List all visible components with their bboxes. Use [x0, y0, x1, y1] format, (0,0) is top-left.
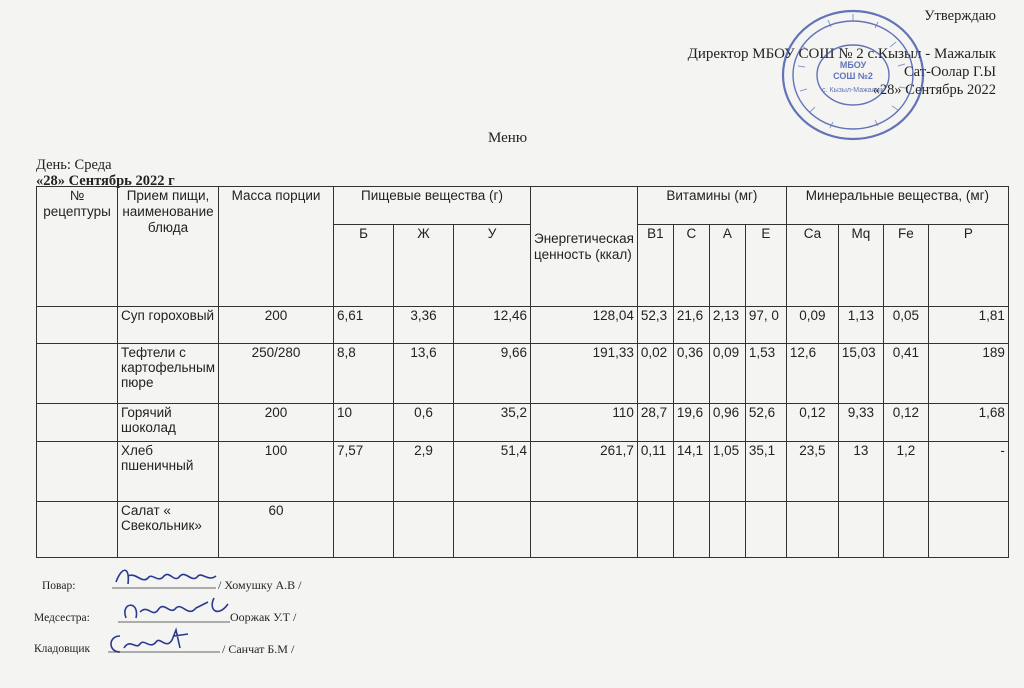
cell-protein: 8,8	[334, 344, 394, 404]
cell-vitamin-c	[673, 502, 709, 558]
cell-carbs: 9,66	[454, 344, 531, 404]
day-label: День: Среда	[36, 157, 112, 173]
header-minerals: Минеральные вещества, (мг)	[786, 187, 1008, 225]
approval-date: «28» Сентябрь 2022	[872, 82, 996, 98]
director-name: Сат-Оолар Г.Ы	[904, 64, 996, 80]
cell-iron: 0,12	[883, 404, 928, 442]
cell-magnesium	[838, 502, 883, 558]
nurse-role-label: Медсестра:	[34, 612, 90, 624]
cell-vitamin-e: 1,53	[745, 344, 786, 404]
header-energy: Энергетическая ценность (ккал)	[531, 187, 638, 307]
director-title: Директор МБОУ СОШ № 2 с.Кызыл - Мажалык	[687, 46, 996, 62]
cell-carbs: 35,2	[454, 404, 531, 442]
cell-carbs	[454, 502, 531, 558]
cell-protein: 10	[334, 404, 394, 442]
svg-text:МБОУ: МБОУ	[839, 60, 867, 70]
cell-recipe-number	[37, 307, 118, 344]
table-row	[37, 442, 1009, 502]
cell-energy	[531, 502, 638, 558]
cell-dish: Суп гороховый	[118, 307, 219, 344]
header-nutrients: Пищевые вещества (г)	[334, 187, 531, 225]
cell-energy: 261,7	[531, 442, 638, 502]
cell-magnesium: 1,13	[838, 307, 883, 344]
cell-recipe-number	[37, 404, 118, 442]
cell-calcium	[786, 502, 838, 558]
cell-vitamin-e	[745, 502, 786, 558]
cell-vitamin-e: 97, 0	[745, 307, 786, 344]
subheader-vitamin-e: Е	[745, 225, 786, 307]
menu-date: «28» Сентябрь 2022 г	[36, 173, 175, 189]
nurse-name: Ооржак У.Т /	[230, 610, 297, 624]
cell-vitamin-c: 0,36	[673, 344, 709, 404]
cell-vitamin-b1: 28,7	[637, 404, 673, 442]
cell-fat: 13,6	[394, 344, 454, 404]
cell-protein: 6,61	[334, 307, 394, 344]
subheader-vitamin-c: С	[673, 225, 709, 307]
subheader-vitamin-a: А	[709, 225, 745, 307]
cell-magnesium: 9,33	[838, 404, 883, 442]
cell-magnesium: 15,03	[838, 344, 883, 404]
cell-vitamin-c: 14,1	[673, 442, 709, 502]
svg-text:СОШ №2: СОШ №2	[833, 71, 873, 81]
cell-vitamin-b1	[637, 502, 673, 558]
subheader-iron: Fe	[883, 225, 928, 307]
table-row	[37, 404, 1009, 442]
svg-text:с. Кызыл-Мажалык: с. Кызыл-Мажалык	[822, 87, 884, 94]
cell-fat	[394, 502, 454, 558]
cell-vitamin-c: 21,6	[673, 307, 709, 344]
cell-mass: 200	[219, 307, 334, 344]
cell-phosphorus: -	[928, 442, 1008, 502]
cell-mass: 100	[219, 442, 334, 502]
cell-recipe-number	[37, 442, 118, 502]
cell-vitamin-a: 0,96	[709, 404, 745, 442]
cell-iron: 0,05	[883, 307, 928, 344]
header-portion-mass: Масса порции	[219, 187, 334, 307]
cell-phosphorus: 189	[928, 344, 1008, 404]
cell-fat: 2,9	[394, 442, 454, 502]
storekeeper-name: / Санчат Б.М /	[222, 642, 295, 656]
cell-dish: Хлеб пшеничный	[118, 442, 219, 502]
cook-role-label: Повар:	[42, 580, 76, 592]
subheader-magnesium: Мq	[838, 225, 883, 307]
cell-energy: 128,04	[531, 307, 638, 344]
cell-phosphorus: 1,81	[928, 307, 1008, 344]
menu-table	[36, 186, 1009, 558]
cell-vitamin-b1: 0,11	[637, 442, 673, 502]
header-vitamins: Витамины (мг)	[637, 187, 786, 225]
cell-energy: 110	[531, 404, 638, 442]
cell-vitamin-a	[709, 502, 745, 558]
table-row	[37, 344, 1009, 404]
cell-calcium: 0,09	[786, 307, 838, 344]
subheader-phosphorus: Р	[928, 225, 1008, 307]
cook-name: / Хомушку А.В /	[218, 578, 302, 592]
storekeeper-signature	[104, 626, 224, 660]
cell-dish: Горячий шоколад	[118, 404, 219, 442]
cell-vitamin-b1: 52,3	[637, 307, 673, 344]
cell-fat: 0,6	[394, 404, 454, 442]
cell-mass: 60	[219, 502, 334, 558]
cell-recipe-number	[37, 344, 118, 404]
subheader-carbs: У	[454, 225, 531, 307]
cell-iron	[883, 502, 928, 558]
cell-recipe-number	[37, 502, 118, 558]
page-title: Меню	[488, 130, 528, 146]
nurse-signature	[118, 594, 234, 630]
header-recipe-number: № рецептуры	[37, 187, 118, 307]
cell-phosphorus: 1,68	[928, 404, 1008, 442]
cook-signature	[112, 562, 222, 594]
cell-phosphorus	[928, 502, 1008, 558]
cell-fat: 3,36	[394, 307, 454, 344]
cell-vitamin-c: 19,6	[673, 404, 709, 442]
cell-mass: 200	[219, 404, 334, 442]
table-row	[37, 502, 1009, 558]
cell-vitamin-a: 1,05	[709, 442, 745, 502]
header-dish-name: Прием пищи, наименование блюда	[118, 187, 219, 307]
school-stamp-seal	[778, 6, 928, 144]
cell-vitamin-b1: 0,02	[637, 344, 673, 404]
cell-protein	[334, 502, 394, 558]
subheader-vitamin-b1: В1	[637, 225, 673, 307]
cell-iron: 0,41	[883, 344, 928, 404]
cell-calcium: 23,5	[786, 442, 838, 502]
table-header-row	[37, 187, 1009, 225]
cell-protein: 7,57	[334, 442, 394, 502]
cell-carbs: 12,46	[454, 307, 531, 344]
cell-energy: 191,33	[531, 344, 638, 404]
cell-dish: Тефтели с картофельным пюре	[118, 344, 219, 404]
cell-carbs: 51,4	[454, 442, 531, 502]
subheader-calcium: Са	[786, 225, 838, 307]
subheader-fat: Ж	[394, 225, 454, 307]
storekeeper-role-label: Кладовщик	[34, 643, 91, 655]
cell-iron: 1,2	[883, 442, 928, 502]
table-row	[37, 307, 1009, 344]
cell-calcium: 12,6	[786, 344, 838, 404]
cell-vitamin-e: 52,6	[745, 404, 786, 442]
cell-vitamin-e: 35,1	[745, 442, 786, 502]
approval-label: Утверждаю	[924, 8, 996, 24]
cell-magnesium: 13	[838, 442, 883, 502]
cell-calcium: 0,12	[786, 404, 838, 442]
cell-vitamin-a: 2,13	[709, 307, 745, 344]
cell-mass: 250/280	[219, 344, 334, 404]
cell-vitamin-a: 0,09	[709, 344, 745, 404]
cell-dish: Салат « Свекольник»	[118, 502, 219, 558]
subheader-protein: Б	[334, 225, 394, 307]
